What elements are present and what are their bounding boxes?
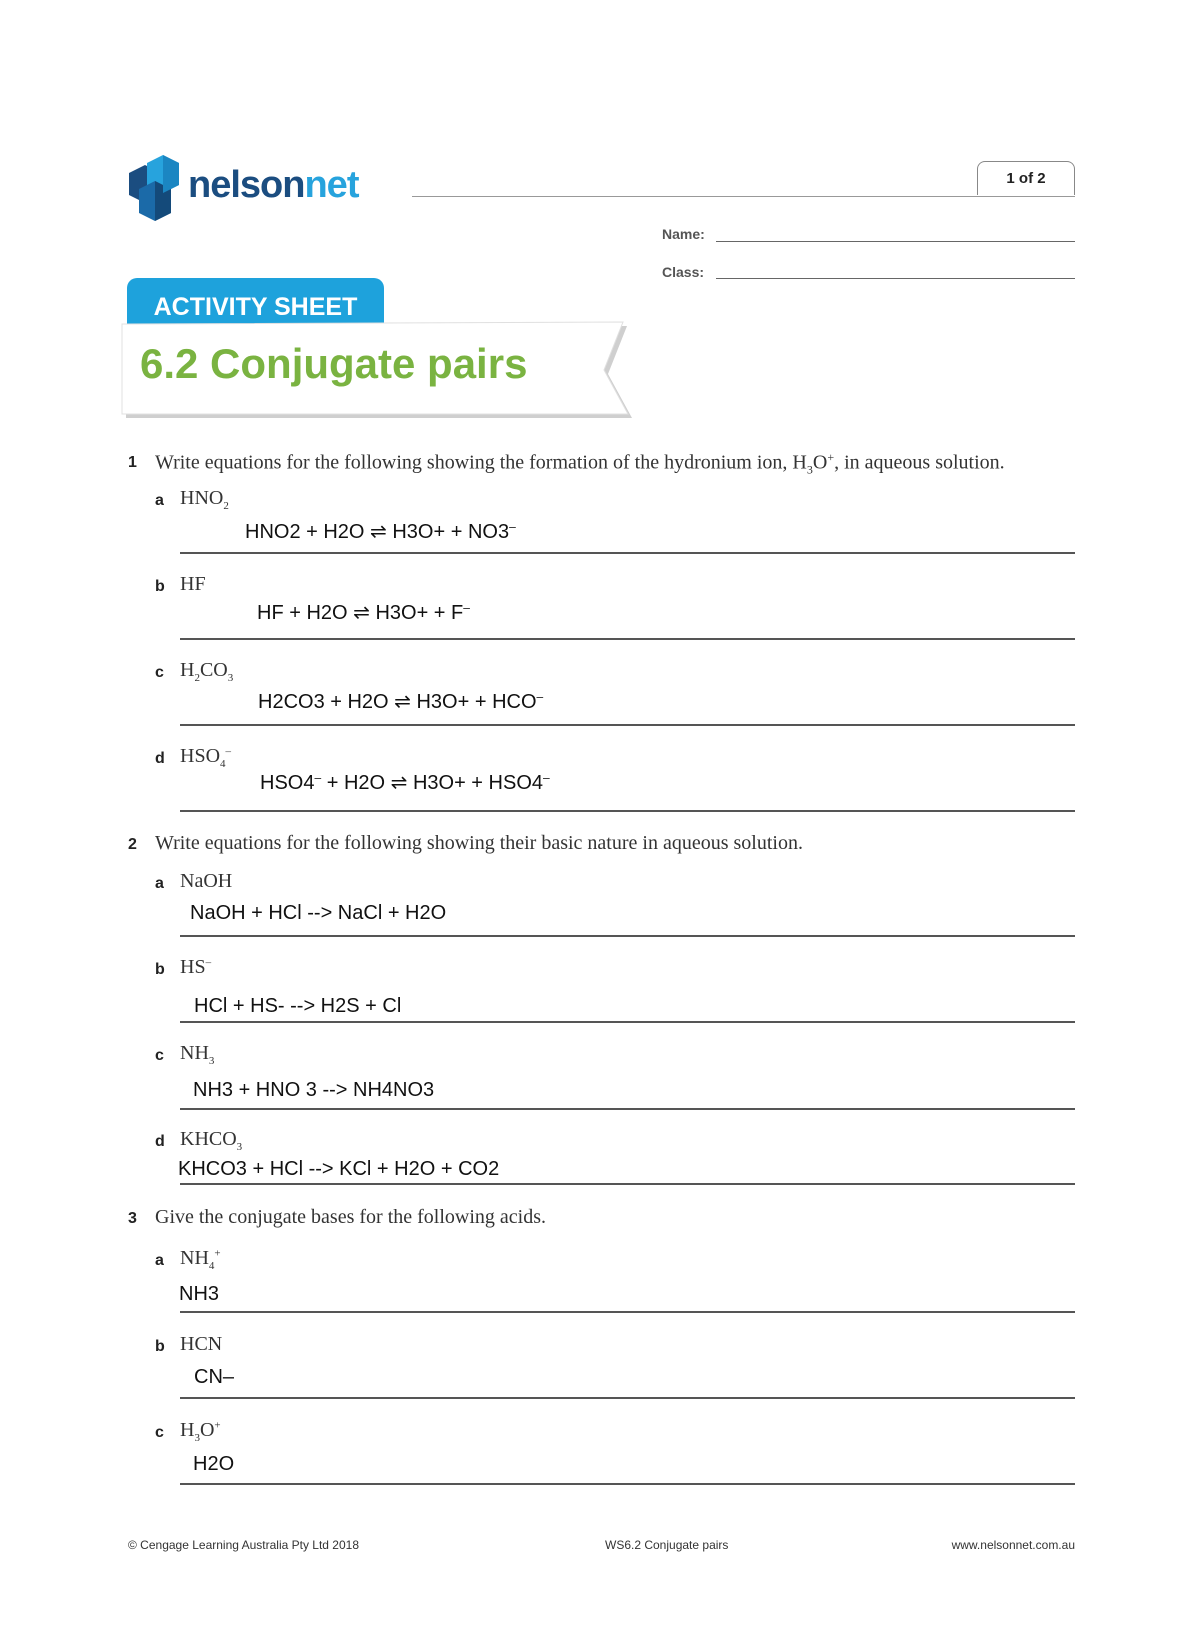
q1d-letter: d <box>155 750 165 767</box>
q3b-answer-line <box>180 1397 1075 1399</box>
q1b-answer-line <box>180 638 1075 640</box>
q2a-answer-line <box>180 935 1075 937</box>
q3a-answer-line <box>180 1311 1075 1313</box>
question-1-number: 1 <box>128 454 137 471</box>
q3b-formula: HCN <box>180 1333 223 1355</box>
q1c-formula: $H_2CO_3$ <box>180 659 234 684</box>
q1c-answer[interactable]: H2CO3 + H2O ⇌ H3O+ + HCO– <box>258 689 544 713</box>
question-3-text: Give the conjugate bases for the following acids. <box>155 1206 546 1228</box>
header-rule <box>412 196 1075 197</box>
q2d-letter: d <box>155 1133 165 1150</box>
footer-website-link[interactable]: www.nelsonnet.com.au <box>951 1538 1075 1552</box>
q3c-letter: c <box>155 1424 164 1441</box>
class-field[interactable] <box>716 278 1075 279</box>
q1b-answer[interactable]: HF + H2O ⇌ H3O+ + F– <box>257 600 470 624</box>
question-3-number: 3 <box>128 1210 137 1227</box>
q1b-formula: HF <box>180 573 206 595</box>
page-title: 6.2 Conjugate pairs <box>140 340 528 387</box>
q3a-letter: a <box>155 1252 164 1269</box>
activity-sheet-badge: ACTIVITY SHEET <box>127 278 384 332</box>
q3a-answer[interactable]: NH3 <box>179 1283 220 1305</box>
q2a-letter: a <box>155 875 164 892</box>
q1a-formula: $HNO_2$ <box>180 487 229 512</box>
nelsonnet-logo-icon <box>125 155 185 225</box>
q2a-formula: NaOH <box>180 870 233 892</box>
q1d-answer-line <box>180 810 1075 812</box>
q2c-answer-line <box>180 1108 1075 1110</box>
q2b-answer[interactable]: HCl + HS- --> H2S + Cl <box>194 995 402 1017</box>
q3a-formula: $NH_4^+$ <box>180 1247 221 1272</box>
name-field[interactable] <box>716 241 1075 242</box>
page-indicator: 1 of 2 <box>977 161 1075 195</box>
q1b-letter: b <box>155 578 165 595</box>
q1a-answer[interactable]: HNO2 + H2O ⇌ H3O+ + NO3– <box>245 519 516 543</box>
q3c-formula: $H_3O^+$ <box>180 1419 221 1444</box>
q2d-formula: $KHCO_3$ <box>180 1128 243 1153</box>
q1d-answer[interactable]: HSO4– + H2O ⇌ H3O+ + HSO4– <box>260 770 550 794</box>
question-2-text: Write equations for the following showing their basic nature in aqueous solution. <box>155 832 803 854</box>
q3b-letter: b <box>155 1338 165 1355</box>
q1a-answer-line <box>180 552 1075 554</box>
nelsonnet-logo-text: nelsonnet <box>188 164 359 206</box>
q2c-letter: c <box>155 1047 164 1064</box>
class-label: Class: <box>662 264 705 280</box>
q1a-letter: a <box>155 492 164 509</box>
q2d-answer[interactable]: KHCO3 + HCl --> KCl + H2O + CO2 <box>178 1158 500 1180</box>
question-1-text: Write equations for the following showing the formation of the hydronium ion, $H_3O^+$, in aqueous solution. <box>155 450 1005 477</box>
q2c-formula: $NH_3$ <box>180 1042 215 1067</box>
q3c-answer-line <box>180 1483 1075 1485</box>
q3b-answer[interactable]: CN– <box>194 1366 235 1388</box>
question-2-number: 2 <box>128 836 137 853</box>
q2d-answer-line <box>180 1183 1075 1185</box>
q1c-answer-line <box>180 724 1075 726</box>
footer-copyright: © Cengage Learning Australia Pty Ltd 2018 <box>128 1538 359 1552</box>
q1c-letter: c <box>155 664 164 681</box>
q2b-formula: HS– <box>180 956 212 978</box>
q2b-answer-line <box>180 1021 1075 1023</box>
q2a-answer[interactable]: NaOH + HCl --> NaCl + H2O <box>190 902 447 924</box>
name-label: Name: <box>662 226 705 242</box>
q2c-answer[interactable]: NH3 + HNO 3 --> NH4NO3 <box>193 1079 435 1101</box>
q3c-answer[interactable]: H2O <box>193 1453 235 1475</box>
q2b-letter: b <box>155 961 165 978</box>
q1d-formula: $HSO_4^-$ <box>180 745 232 770</box>
footer-worksheet-id: WS6.2 Conjugate pairs <box>605 1538 729 1552</box>
